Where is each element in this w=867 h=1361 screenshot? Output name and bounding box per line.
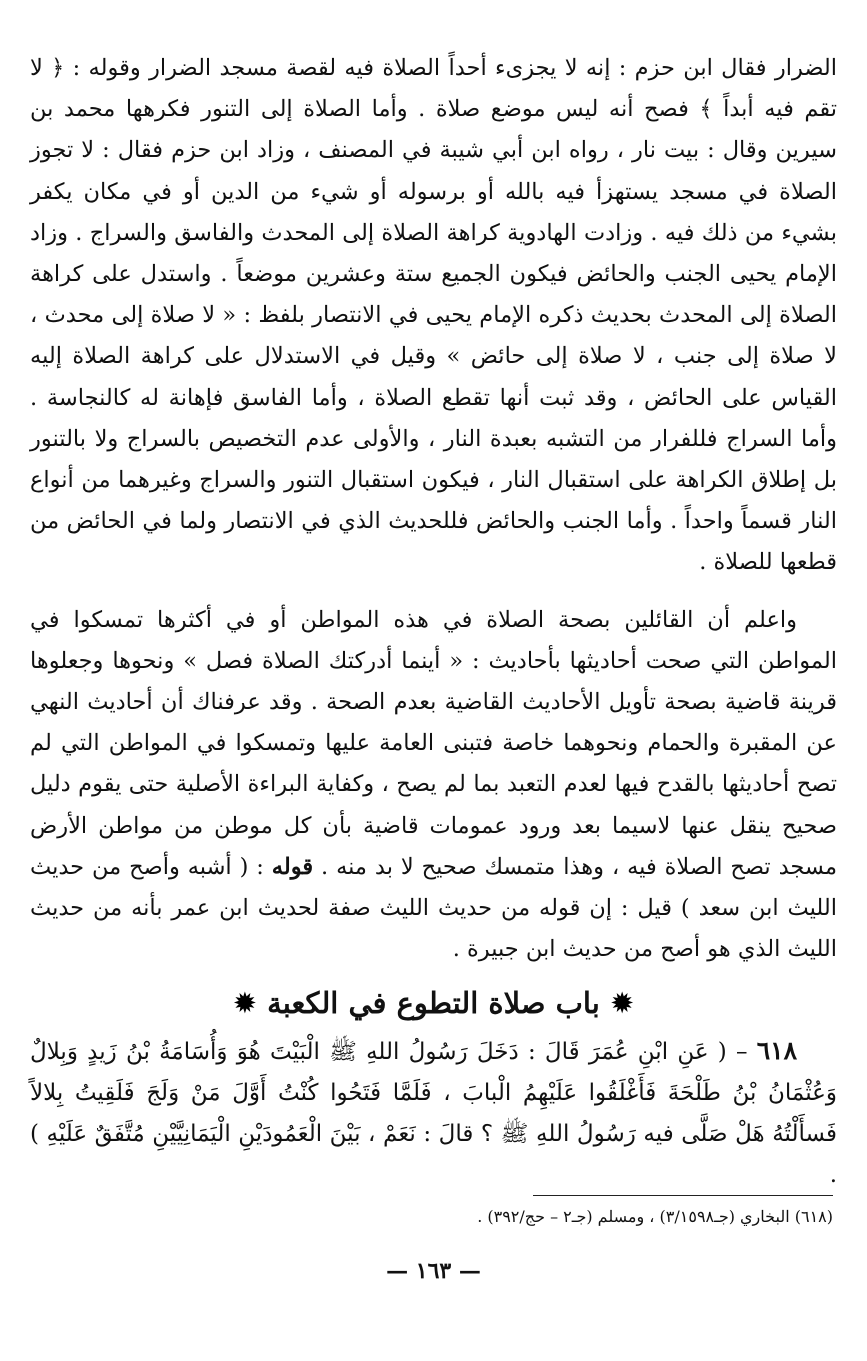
hadith-text: – ( عَنِ ابْنِ عُمَرَ قَالَ : دَخَلَ رَسُولُ اللهِ ﷺ الْبَيْتَ هُوَ وَأُسَامَةُ بْنُ زَيدٍ وَبِلالٌ وَعُثْمَانُ بْنُ طَلْحَةَ فَأَغْلَقُوا عَلَيْهِمُ الْبابَ ، فَلَمَّا فَتَحُوا كُنْتُ أَوَّلَ مَنْ وَلَجَ فَلَقِيتُ بِلالاً فَسأَلْتُهُ هَلْ صَلَّى فيه رَسُولُ اللهِ ﷺ ؟ قالَ : نَعَمْ ، بَيْنَ الْعَمُودَيْنِ الْيَمَانِيَّيْنِ مُتَّفَقٌ عَلَيْهِ ) . — [30, 1039, 837, 1189]
page-number: — ١٦٣ — — [386, 1258, 481, 1284]
star-ornament-icon: ✹ — [609, 986, 635, 1021]
paragraph-2-continued: : ( أشبه وأصح من حديث الليث ابن سعد ) قيل : إن قوله من حديث الليث صفة لحديث ابن عمر بأنه من حديث الليث الذي هو أصح من حديث ابن جبيرة . — [30, 853, 837, 963]
star-ornament-icon: ✹ — [232, 986, 258, 1021]
paragraph-2-text: واعلم أن القائلين بصحة الصلاة في هذه المواطن أو في أكثرها تمسكوا في المواطن التي صحت أحاديثها بأحاديث : « أينما أدركتك الصلاة فصل » ونحوها وجعلوها قرينة قاضية بصحة تأويل الأحاديث القاضية بعدم الصحة . وقد عرفناك أن أحاديث النهي عن المقبرة والحمام ونحوهما خاصة فتبنى العامة عليها وتمسكوا في المواطن التي لم تصح أحاديثها بالقدح فيها لعدم التعبد بما لم يصح ، وكفاية البراءة الأصلية حتى يقوم دليل صحيح ينقل عنها لاسيما بعد ورود عمومات قاضية بأن كل موطن من مواطن الأرض مسجد تصح الصلاة فيه ، وهذا متمسك صحيح لا بد منه . — [30, 606, 838, 880]
hadith-number: ٦١٨ — [756, 1036, 798, 1066]
chapter-heading — [30, 978, 837, 1028]
footnote-divider — [533, 1195, 833, 1196]
qawluhu-label: قوله — [271, 853, 314, 880]
hadith-block — [30, 1030, 837, 1196]
footnote: (٦١٨) البخاري (جـ٣/١٥٩٨) ، ومسلم (جـ٢ – حج/٣٩٢) . — [477, 1207, 833, 1226]
commentary-paragraph-2 — [30, 600, 837, 971]
commentary-paragraph-1: الضرار فقال ابن حزم : إنه لا يجزىء أحداً الصلاة فيه لقصة مسجد الضرار وقوله : ﴿ لا تقم فيه أبداً ﴾ فصح أنه ليس موضع صلاة . وأما الصلاة إلى التنور فكرهها محمد بن سيرين وقال : بيت نار ، رواه ابن أبي شيبة في المصنف ، وزاد ابن حزم فقال : لا تجوز الصلاة في مسجد يستهزأ فيه بالله أو برسوله أو شيء من الدين أو في مكان يكفر بشيء من ذلك فيه . وزادت الهادوية كراهة الصلاة إلى المحدث والفاسق والسراج . وزاد الإمام يحيى الجنب والحائض فيكون الجميع ستة وعشرين موضعاً . واستدل على كراهة الصلاة إلى المحدث بحديث ذكره الإمام يحيى في الانتصار بلفظ : « لا صلاة إلى محدث ، لا صلاة إلى جنب ، لا صلاة إلى حائض » وقيل في الاستدلال على كراهة الصلاة إليه القياس على الحائض ، وقد ثبت أنها تقطع الصلاة ، وأما الفاسق فإهانة له كالنجاسة . وأما السراج فللفرار من التشبه بعبدة النار ، والأولى عدم التخصيص بالسراج ولا بالتنور بل إطلاق الكراهة على استقبال النار ، فيكون استقبال التنور والسراج وغيرهما من أنواع النار قسماً واحداً . وأما الجنب والحائض فللحديث الذي في الانتصار ولما في الحائض من قطعها للصلاة . — [30, 55, 837, 576]
chapter-title: باب صلاة التطوع في الكعبة — [267, 986, 600, 1021]
